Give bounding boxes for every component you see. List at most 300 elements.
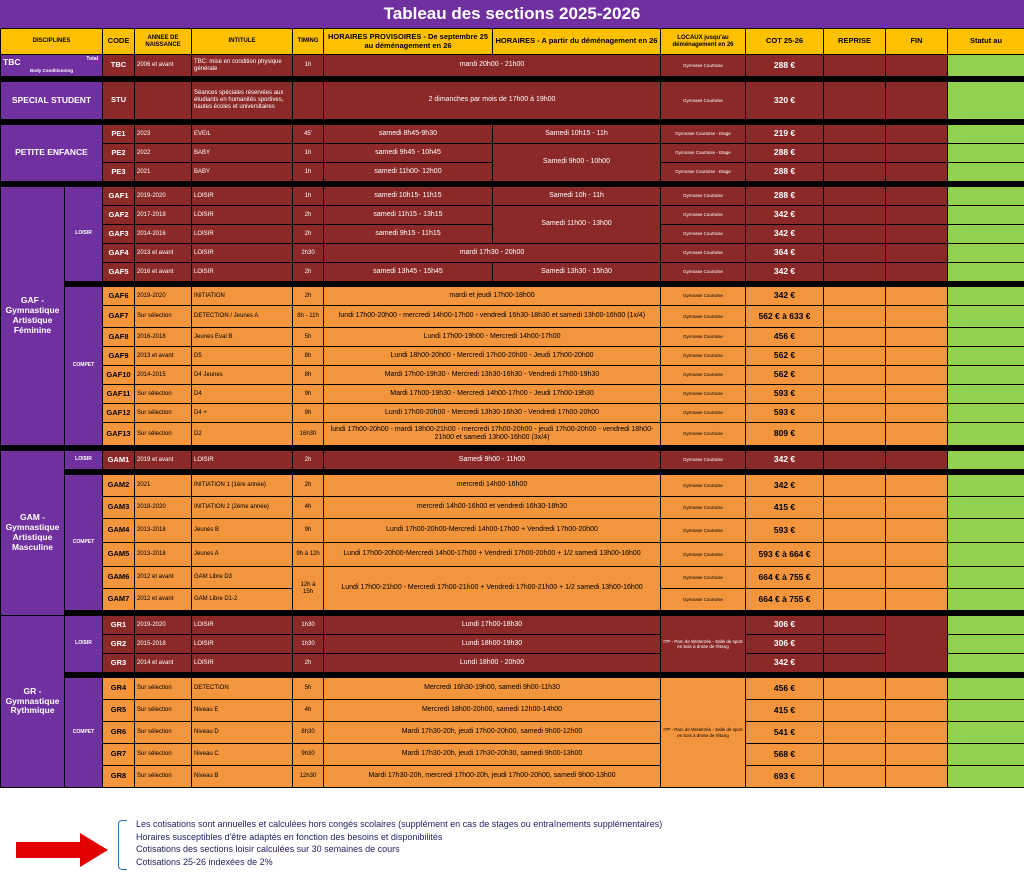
intitule-cell: D4 xyxy=(192,385,293,404)
group-tbc xyxy=(1,55,103,77)
local-cell: Gymnase Courtoise xyxy=(661,366,746,385)
horaire-cell: Mardi 17h30-20h, jeudi 17h00-20h00, samedi 9h00-12h00 xyxy=(324,722,661,744)
col-cot: COT 25-26 xyxy=(746,29,824,55)
status-cell[interactable] xyxy=(948,567,1024,589)
status-cell[interactable] xyxy=(948,328,1024,347)
code-cell: GAF7 xyxy=(103,306,135,328)
code-cell: STU xyxy=(103,82,135,120)
reprise-cell xyxy=(824,616,886,635)
code-cell: GAM7 xyxy=(103,589,135,611)
local-cell: Gymnase Courtoise xyxy=(661,244,746,263)
local-cell: Gymnase Courtoise xyxy=(661,404,746,423)
year-cell: 2019-2020 xyxy=(135,287,192,306)
local-cell: Gymnase Courtoise xyxy=(661,306,746,328)
note-item: Cotisations 25-26 indexées de 2% xyxy=(136,856,273,867)
table-row xyxy=(1,654,1024,673)
status-cell[interactable] xyxy=(948,287,1024,306)
cot-cell: 664 € à 755 € xyxy=(746,589,824,611)
cot-cell: 562 € à 633 € xyxy=(746,306,824,328)
fin-cell xyxy=(886,423,948,446)
fin-cell xyxy=(886,82,948,120)
cot-cell: 809 € xyxy=(746,423,824,446)
reprise-cell xyxy=(824,366,886,385)
local-cell: Gymnase Courtoise xyxy=(661,589,746,611)
local-cell: Gymnase Courtoise xyxy=(661,451,746,470)
code-cell: GAF8 xyxy=(103,328,135,347)
code-cell: GR4 xyxy=(103,678,135,700)
code-cell: GR8 xyxy=(103,766,135,788)
timing-cell: 9h xyxy=(293,404,324,423)
table-row xyxy=(1,700,1024,722)
cot-cell: 342 € xyxy=(746,451,824,470)
code-cell: GAM5 xyxy=(103,543,135,567)
year-cell: 2013-2018 xyxy=(135,543,192,567)
col-annee: ANNEE DE NAISSANCE xyxy=(135,29,192,55)
intitule-cell: Niveau E xyxy=(192,700,293,722)
fin-cell xyxy=(886,475,948,497)
horaire-demenagement-cell: Samedi 10h15 - 11h xyxy=(493,125,661,144)
fin-cell xyxy=(886,497,948,519)
table-row xyxy=(1,519,1024,543)
timing-cell: 12h à 15h xyxy=(293,567,324,611)
table-row xyxy=(1,766,1024,788)
local-cell: Gymnase Courtoise xyxy=(661,328,746,347)
group-tbc-total: Total xyxy=(86,56,98,62)
horaire-cell: Mardi 17h00-19h30 - Mercredi 13h30-16h30 - Vendredi 17h00-19h30 xyxy=(324,366,661,385)
table-header xyxy=(1,29,1024,55)
reprise-cell xyxy=(824,423,886,446)
reprise-cell xyxy=(824,347,886,366)
table-row xyxy=(1,404,1024,423)
subgroup-gr-compet: COMPET xyxy=(65,678,103,788)
local-cell: Gymnase Courtoise xyxy=(661,385,746,404)
intitule-cell: D2 xyxy=(192,423,293,446)
timing-cell: 1h xyxy=(293,55,324,77)
cot-cell: 288 € xyxy=(746,144,824,163)
intitule-cell: Niveau B xyxy=(192,766,293,788)
status-cell[interactable] xyxy=(948,366,1024,385)
local-cell: Gymnase Courtoise xyxy=(661,187,746,206)
timing-cell: 2h xyxy=(293,287,324,306)
horaire-cell: Mercredi 16h30-19h00, samedi 9h00-11h30 xyxy=(324,678,661,700)
status-cell[interactable] xyxy=(948,385,1024,404)
fin-cell xyxy=(886,328,948,347)
reprise-cell xyxy=(824,700,886,722)
page-title: Tableau des sections 2025-2026 xyxy=(0,0,1024,28)
col-locaux: LOCAUX jusqu'au déménagement en 26 xyxy=(661,29,746,55)
local-cell: Gymnase Courtoise xyxy=(661,225,746,244)
timing-cell: 2h xyxy=(293,654,324,673)
horaire-demenagement-cell: Samedi 13h30 - 15h30 xyxy=(493,263,661,282)
table-row xyxy=(1,567,1024,589)
local-cell: Gymnase Courtoise - Etage xyxy=(661,163,746,182)
cot-cell: 415 € xyxy=(746,700,824,722)
intitule-cell: Jeunes Eval B xyxy=(192,328,293,347)
status-cell[interactable] xyxy=(948,475,1024,497)
year-cell: 2021 xyxy=(135,163,192,182)
local-cell: Gymnase Courtoise xyxy=(661,567,746,589)
year-cell: Sur sélection xyxy=(135,766,192,788)
reprise-cell xyxy=(824,567,886,589)
reprise-cell xyxy=(824,125,886,144)
timing-cell: 1h xyxy=(293,144,324,163)
timing-cell: 2h xyxy=(293,206,324,225)
status-cell[interactable] xyxy=(948,519,1024,543)
reprise-cell xyxy=(824,451,886,470)
status-cell[interactable] xyxy=(948,654,1024,673)
horaire-cell: Lundi 18h00 - 20h00 xyxy=(324,654,661,673)
local-cell: Gymnase Courtoise xyxy=(661,475,746,497)
timing-cell: 8h xyxy=(293,347,324,366)
intitule-cell: LOISIR xyxy=(192,206,293,225)
subgroup-gaf-compet: COMPET xyxy=(65,287,103,446)
status-cell[interactable] xyxy=(948,722,1024,744)
code-cell: TBC xyxy=(103,55,135,77)
year-cell: 2015-2018 xyxy=(135,635,192,654)
intitule-cell: DETECTION / Jeunes A xyxy=(192,306,293,328)
status-cell[interactable] xyxy=(948,635,1024,654)
timing-cell: 5h xyxy=(293,328,324,347)
timing-cell: 1h30 xyxy=(293,635,324,654)
year-cell: Sur sélection xyxy=(135,678,192,700)
code-cell: GR2 xyxy=(103,635,135,654)
table-row xyxy=(1,366,1024,385)
horaire-cell: Samedi 9h00 - 11h00 xyxy=(324,451,661,470)
note-item: Les cotisations sont annuelles et calculées hors congés scolaires (supplément en cas de stages ou entraînements supplémentaires) xyxy=(136,819,663,829)
local-cell: Gymnase Courtoise - Etage xyxy=(661,125,746,144)
fin-cell xyxy=(886,244,948,263)
subgroup-gr-loisir: LOISIR xyxy=(65,616,103,673)
status-cell[interactable] xyxy=(948,187,1024,206)
col-fin: FIN xyxy=(886,29,948,55)
intitule-cell: DETECTION xyxy=(192,678,293,700)
status-cell[interactable] xyxy=(948,744,1024,766)
timing-cell xyxy=(293,82,324,120)
year-cell: Sur sélection xyxy=(135,423,192,446)
code-cell: PE1 xyxy=(103,125,135,144)
code-cell: GAF11 xyxy=(103,385,135,404)
status-cell[interactable] xyxy=(948,347,1024,366)
reprise-cell xyxy=(824,404,886,423)
code-cell: GAF6 xyxy=(103,287,135,306)
year-cell: 2013 et avant xyxy=(135,347,192,366)
intitule-cell: GAM Libre D3 xyxy=(192,567,293,589)
group-gam: GAM - Gymnastique Artistique Masculine xyxy=(1,451,65,616)
timing-cell: 2h xyxy=(293,451,324,470)
table-row xyxy=(1,347,1024,366)
fin-cell xyxy=(886,766,948,788)
status-cell[interactable] xyxy=(948,55,1024,77)
table-row xyxy=(1,328,1024,347)
year-cell: 2019-2020 xyxy=(135,187,192,206)
status-cell[interactable] xyxy=(948,206,1024,225)
fin-cell xyxy=(886,163,948,182)
intitule-cell: GAM Libre D1-2 xyxy=(192,589,293,611)
table-row xyxy=(1,722,1024,744)
local-cell: ITP - Parc de Wisterzée - Salle de sport en bois à droite de l'étang xyxy=(661,678,746,788)
group-tbc-sub: Body Conditionning xyxy=(30,67,73,73)
table-row xyxy=(1,263,1024,282)
reprise-cell xyxy=(824,475,886,497)
horaire-cell: mardi 17h30 - 20h00 xyxy=(324,244,661,263)
year-cell: 2012 et avant xyxy=(135,567,192,589)
cot-cell: 364 € xyxy=(746,244,824,263)
local-cell: Gymnase Courtoise xyxy=(661,423,746,446)
timing-cell: 9h à 12h xyxy=(293,543,324,567)
local-cell: Gymnase Courtoise xyxy=(661,287,746,306)
code-cell: GAM2 xyxy=(103,475,135,497)
table-row xyxy=(1,616,1024,635)
intitule-cell: D5 xyxy=(192,347,293,366)
code-cell: GAM3 xyxy=(103,497,135,519)
fin-cell xyxy=(886,263,948,282)
group-gr: GR - Gymnastique Rythmique xyxy=(1,616,65,788)
status-cell[interactable] xyxy=(948,163,1024,182)
notes-brace xyxy=(118,820,127,870)
table-row xyxy=(1,82,1024,120)
cot-cell: 664 € à 755 € xyxy=(746,567,824,589)
intitule-cell: Jeunes A xyxy=(192,543,293,567)
table-row xyxy=(1,497,1024,519)
status-cell[interactable] xyxy=(948,306,1024,328)
group-petite-enfance: PETITE ENFANCE xyxy=(1,125,103,182)
cot-cell: 342 € xyxy=(746,654,824,673)
year-cell: 2013 et avant xyxy=(135,244,192,263)
table-row xyxy=(1,678,1024,700)
horaire-cell: Lundi 18h00-20h00 - Mercredi 17h00-20h00 - Jeudi 17h00-20h00 xyxy=(324,347,661,366)
timing-cell: 4h xyxy=(293,700,324,722)
table-row xyxy=(1,287,1024,306)
intitule-cell: LOISIR xyxy=(192,635,293,654)
code-cell: GR3 xyxy=(103,654,135,673)
horaire-cell: Mercredi 18h00-20h00, samedi 12h00-14h00 xyxy=(324,700,661,722)
timing-cell: 1h xyxy=(293,163,324,182)
code-cell: PE2 xyxy=(103,144,135,163)
horaire-cell: mercredi 14h00-16h00 xyxy=(324,475,661,497)
horaire-cell: mercredi 14h00-16h00 et vendredi 16h30-18h30 xyxy=(324,497,661,519)
code-cell: GAF2 xyxy=(103,206,135,225)
reprise-cell xyxy=(824,187,886,206)
fin-cell xyxy=(886,225,948,244)
intitule-cell: EVEIL xyxy=(192,125,293,144)
timing-cell: 1h xyxy=(293,187,324,206)
horaire-cell: samedi 11h15 - 13h15 xyxy=(324,206,493,225)
sections-table xyxy=(0,28,1024,788)
horaire-cell: samedi 8h45-9h30 xyxy=(324,125,493,144)
cot-cell: 288 € xyxy=(746,163,824,182)
cot-cell: 562 € xyxy=(746,366,824,385)
status-cell[interactable] xyxy=(948,451,1024,470)
group-tbc-label: TBC xyxy=(3,57,21,68)
intitule-cell: INITIATION 2 (2ème année) xyxy=(192,497,293,519)
fin-cell xyxy=(886,678,948,700)
year-cell: 2018-2020 xyxy=(135,497,192,519)
cot-cell: 306 € xyxy=(746,635,824,654)
status-cell[interactable] xyxy=(948,497,1024,519)
code-cell: GR7 xyxy=(103,744,135,766)
reprise-cell xyxy=(824,519,886,543)
timing-cell: 5h xyxy=(293,678,324,700)
timing-cell: 2h xyxy=(293,475,324,497)
code-cell: GAM1 xyxy=(103,451,135,470)
reprise-cell xyxy=(824,82,886,120)
year-cell: 2019-2020 xyxy=(135,616,192,635)
fin-cell xyxy=(886,287,948,306)
intitule-cell: LOISIR xyxy=(192,616,293,635)
code-cell: GAF9 xyxy=(103,347,135,366)
horaire-cell: Lundi 17h00-18h30 xyxy=(324,616,661,635)
table-row xyxy=(1,206,1024,225)
group-special-student: SPECIAL STUDENT xyxy=(1,82,103,120)
horaire-cell: lundi 17h00-20h00 - mardi 18h00-21h00 - mercredi 17h00-20h00 - jeudi 17h00-20h00 - vendredi 18h00-21h00 et samedi 13h00-16h00 (3x/4) xyxy=(324,423,661,446)
note-item: Horaires susceptibles d'être adaptés en fonction des besoins et disponibilités xyxy=(136,831,443,842)
code-cell: GAF1 xyxy=(103,187,135,206)
year-cell: Sur sélection xyxy=(135,744,192,766)
timing-cell: 45' xyxy=(293,125,324,144)
intitule-cell: Niveau D xyxy=(192,722,293,744)
fin-cell xyxy=(886,589,948,611)
status-cell[interactable] xyxy=(948,244,1024,263)
timing-cell: 9h30 xyxy=(293,744,324,766)
timing-cell: 9h xyxy=(293,519,324,543)
year-cell: Sur sélection xyxy=(135,385,192,404)
horaire-cell: mardi et jeudi 17h00-18h00 xyxy=(324,287,661,306)
table-row xyxy=(1,475,1024,497)
timing-cell: 4h xyxy=(293,497,324,519)
table-row xyxy=(1,187,1024,206)
local-cell: Gymnase Courtoise - Etage xyxy=(661,144,746,163)
status-cell[interactable] xyxy=(948,543,1024,567)
status-cell[interactable] xyxy=(948,125,1024,144)
status-cell[interactable] xyxy=(948,404,1024,423)
fin-cell xyxy=(886,519,948,543)
fin-cell xyxy=(886,306,948,328)
reprise-cell xyxy=(824,206,886,225)
status-cell[interactable] xyxy=(948,616,1024,635)
local-cell: Gymnase Courtoise xyxy=(661,206,746,225)
status-cell[interactable] xyxy=(948,82,1024,120)
cot-cell: 456 € xyxy=(746,328,824,347)
reprise-cell xyxy=(824,163,886,182)
table-row xyxy=(1,423,1024,446)
reprise-cell xyxy=(824,543,886,567)
horaire-cell: samedi 9h45 - 10h45 xyxy=(324,144,493,163)
col-reprise: REPRISE xyxy=(824,29,886,55)
horaire-demenagement-cell: Samedi 9h00 - 10h00 xyxy=(493,144,661,182)
reprise-cell xyxy=(824,589,886,611)
reprise-cell xyxy=(824,328,886,347)
intitule-cell: LOISIR xyxy=(192,244,293,263)
code-cell: GR5 xyxy=(103,700,135,722)
horaire-cell: Lundi 17h00-20h00-Mercredi 14h00-17h00 + Vendredi 17h00-20h00 + 1/2 samedi 13h00-16h00 xyxy=(324,543,661,567)
cot-cell: 342 € xyxy=(746,263,824,282)
subgroup-gam-loisir: LOISIR xyxy=(65,451,103,470)
year-cell xyxy=(135,82,192,120)
status-cell[interactable] xyxy=(948,678,1024,700)
status-cell[interactable] xyxy=(948,766,1024,788)
reprise-cell xyxy=(824,225,886,244)
status-cell[interactable] xyxy=(948,263,1024,282)
timing-cell: 8h - 11h xyxy=(293,306,324,328)
horaire-cell: 2 dimanches par mois de 17h00 à 19h00 xyxy=(324,82,661,120)
horaire-cell: Mardi 17h30-20h, jeudi 17h30-20h30, samedi 9h00-13h00 xyxy=(324,744,661,766)
cot-cell: 288 € xyxy=(746,55,824,77)
horaire-demenagement-cell: Samedi 10h - 11h xyxy=(493,187,661,206)
cot-cell: 342 € xyxy=(746,287,824,306)
timing-cell: 1h30 xyxy=(293,616,324,635)
cot-cell: 306 € xyxy=(746,616,824,635)
reprise-cell xyxy=(824,144,886,163)
code-cell: GR1 xyxy=(103,616,135,635)
table-row xyxy=(1,125,1024,144)
intitule-cell: LOISIR xyxy=(192,187,293,206)
status-cell[interactable] xyxy=(948,423,1024,446)
intitule-cell: BABY xyxy=(192,144,293,163)
horaire-cell: Lundi 17h00-20h00 - Mercredi 13h30-16h30 - Vendredi 17h00-20h00 xyxy=(324,404,661,423)
horaire-cell: samedi 10h15- 11h15 xyxy=(324,187,493,206)
cot-cell: 693 € xyxy=(746,766,824,788)
horaire-cell: samedi 11h00- 12h00 xyxy=(324,163,493,182)
horaire-cell: lundi 17h00-20h00 - mercredi 14h00-17h00 - vendredi 16h30-18h30 et samedi 13h00-16h00 (1x/4) xyxy=(324,306,661,328)
note-item: Cotisations des sections loisir calculées sur 30 semaines de cours xyxy=(136,844,400,854)
col-horaires-demenagement: HORAIRES - A partir du déménagement en 26 xyxy=(493,29,661,55)
timing-cell: 12h30 xyxy=(293,766,324,788)
year-cell: 2016 et avant xyxy=(135,263,192,282)
year-cell: Sur sélection xyxy=(135,404,192,423)
cot-cell: 593 € xyxy=(746,519,824,543)
notes-list xyxy=(136,818,662,868)
status-cell[interactable] xyxy=(948,144,1024,163)
cot-cell: 415 € xyxy=(746,497,824,519)
local-cell: Gymnase Courtoise xyxy=(661,519,746,543)
reprise-cell xyxy=(824,635,886,654)
status-cell[interactable] xyxy=(948,225,1024,244)
fin-cell xyxy=(886,404,948,423)
intitule-cell: LOISIR xyxy=(192,654,293,673)
fin-cell xyxy=(886,144,948,163)
year-cell: 2006 et avant xyxy=(135,55,192,77)
year-cell: Sur sélection xyxy=(135,700,192,722)
year-cell: 2022 xyxy=(135,144,192,163)
code-cell: GAF10 xyxy=(103,366,135,385)
timing-cell: 2h xyxy=(293,225,324,244)
status-cell[interactable] xyxy=(948,589,1024,611)
reprise-cell xyxy=(824,55,886,77)
local-cell: Gymnase Courtoise xyxy=(661,55,746,77)
fin-cell xyxy=(886,55,948,77)
horaire-cell: samedi 9h15 - 11h15 xyxy=(324,225,493,244)
col-statut: Statut au xyxy=(948,29,1024,55)
horaire-cell: Mardi 17h30-20h, mercredi 17h00-20h, jeudi 17h00-20h00, samedi 9h00-13h00 xyxy=(324,766,661,788)
reprise-cell xyxy=(824,744,886,766)
reprise-cell xyxy=(824,678,886,700)
local-cell: Gymnase Courtoise xyxy=(661,543,746,567)
col-intitule: INTITULE xyxy=(192,29,293,55)
intitule-cell: TBC: mise en condition physique générale xyxy=(192,55,293,77)
code-cell: GAF5 xyxy=(103,263,135,282)
table-row xyxy=(1,385,1024,404)
timing-cell: 9h xyxy=(293,385,324,404)
fin-cell xyxy=(886,700,948,722)
reprise-cell xyxy=(824,263,886,282)
local-cell: Gymnase Courtoise xyxy=(661,263,746,282)
year-cell: 2019 et avant xyxy=(135,451,192,470)
fin-cell xyxy=(886,385,948,404)
cot-cell: 342 € xyxy=(746,225,824,244)
fin-cell xyxy=(886,744,948,766)
status-cell[interactable] xyxy=(948,700,1024,722)
fin-cell xyxy=(886,722,948,744)
